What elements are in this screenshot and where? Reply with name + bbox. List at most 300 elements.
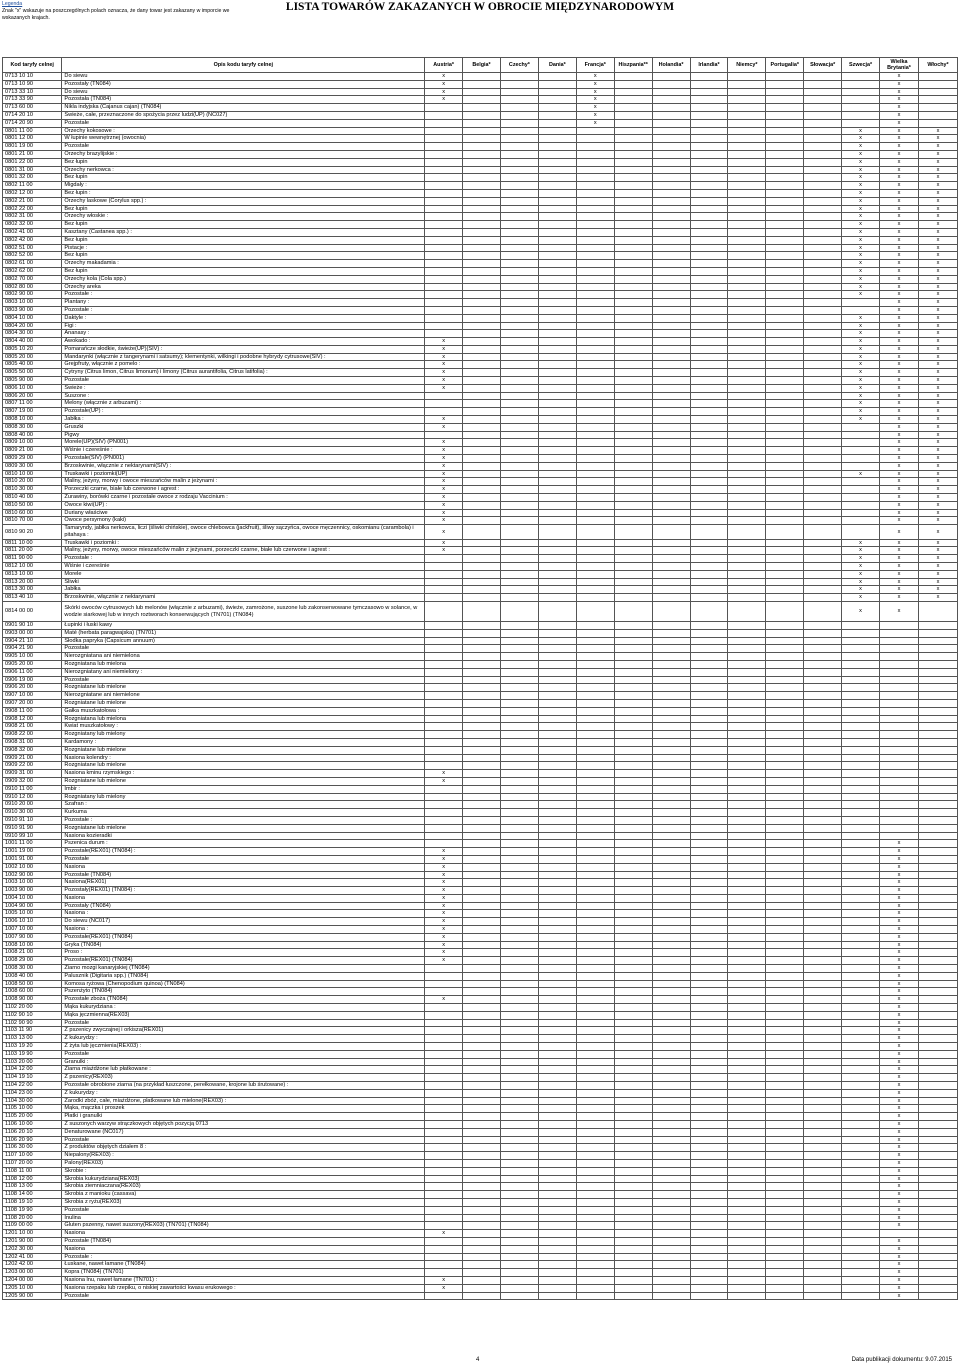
country-mark-cell: [728, 158, 766, 166]
country-mark-cell: [463, 1097, 501, 1105]
tariff-code-cell: 1005 10 00: [3, 910, 62, 918]
country-mark-cell: [728, 1058, 766, 1066]
table-row: [3, 252, 958, 260]
description-cell: Pozostały (TN084): [62, 902, 425, 910]
country-mark-cell: [500, 322, 538, 330]
country-mark-cell: [690, 486, 728, 494]
country-mark-cell: [614, 369, 652, 377]
tariff-code-cell: 1102 90 90: [3, 1019, 62, 1027]
country-mark-cell: [463, 965, 501, 973]
country-mark-cell: [614, 361, 652, 369]
country-mark-cell: [463, 384, 501, 392]
country-mark-cell: [576, 645, 614, 653]
table-row: [3, 594, 958, 602]
tariff-code-cell: 1109 00 00: [3, 1222, 62, 1230]
country-mark-cell: x: [880, 1105, 919, 1113]
country-mark-cell: [652, 314, 690, 322]
tariff-code-cell: 0801 22 00: [3, 158, 62, 166]
country-mark-cell: [690, 80, 728, 88]
country-mark-cell: [766, 517, 804, 525]
tariff-code-cell: 0906 11 00: [3, 668, 62, 676]
country-mark-cell: [728, 980, 766, 988]
country-mark-cell: [500, 1237, 538, 1245]
country-mark-cell: [728, 785, 766, 793]
tariff-code-cell: 0801 31 00: [3, 166, 62, 174]
description-cell: Rozgniatana lub mielona: [62, 715, 425, 723]
country-mark-cell: x: [918, 236, 957, 244]
country-mark-cell: [500, 777, 538, 785]
country-mark-cell: x: [842, 547, 880, 555]
country-mark-cell: [918, 1253, 957, 1261]
country-mark-cell: [728, 699, 766, 707]
country-mark-cell: [690, 1198, 728, 1206]
country-mark-cell: [463, 949, 501, 957]
country-mark-cell: x: [425, 777, 463, 785]
table-row: [3, 980, 958, 988]
description-cell: Pozostałe(UP) :: [62, 408, 425, 416]
country-mark-cell: [804, 809, 842, 817]
country-mark-cell: [538, 1253, 576, 1261]
country-mark-cell: [728, 1128, 766, 1136]
country-mark-cell: [538, 602, 576, 622]
country-mark-cell: [576, 135, 614, 143]
country-mark-cell: [425, 578, 463, 586]
country-mark-cell: x: [918, 127, 957, 135]
tariff-code-cell: 0810 70 00: [3, 517, 62, 525]
country-mark-cell: [538, 1222, 576, 1230]
country-mark-cell: x: [880, 439, 919, 447]
description-cell: Pistacje :: [62, 244, 425, 252]
country-mark-cell: [425, 793, 463, 801]
legend-title[interactable]: Legenda: [2, 1, 23, 7]
tariff-code-cell: 0910 91 10: [3, 816, 62, 824]
country-mark-cell: [690, 965, 728, 973]
country-mark-cell: [880, 629, 919, 637]
country-mark-cell: [804, 1027, 842, 1035]
table-row: [3, 182, 958, 190]
country-mark-cell: [728, 1230, 766, 1238]
country-mark-cell: [463, 1121, 501, 1129]
tariff-code-cell: 1205 10 00: [3, 1284, 62, 1292]
country-mark-cell: [842, 668, 880, 676]
country-mark-cell: [918, 1035, 957, 1043]
tariff-code-cell: 0801 32 00: [3, 174, 62, 182]
country-mark-cell: [463, 80, 501, 88]
country-mark-cell: [425, 816, 463, 824]
tariff-code-cell: 0903 00 00: [3, 629, 62, 637]
country-mark-cell: [690, 715, 728, 723]
country-mark-cell: [500, 871, 538, 879]
country-mark-cell: [918, 1097, 957, 1105]
country-mark-cell: [576, 369, 614, 377]
country-mark-cell: [538, 314, 576, 322]
country-mark-cell: [690, 754, 728, 762]
country-mark-cell: [576, 377, 614, 385]
country-mark-cell: [463, 236, 501, 244]
country-mark-cell: [538, 228, 576, 236]
table-row: [3, 887, 958, 895]
country-mark-cell: [576, 174, 614, 182]
description-cell: Skrobia ziemniaczana(REX03): [62, 1183, 425, 1191]
country-mark-cell: x: [880, 570, 919, 578]
tariff-code-cell: 0908 32 00: [3, 746, 62, 754]
country-mark-cell: [425, 1237, 463, 1245]
country-mark-cell: [576, 150, 614, 158]
tariff-code-cell: 0802 70 00: [3, 275, 62, 283]
country-mark-cell: [576, 653, 614, 661]
country-mark-cell: [728, 1167, 766, 1175]
country-mark-cell: [538, 525, 576, 539]
country-mark-cell: [463, 221, 501, 229]
country-mark-cell: x: [880, 578, 919, 586]
country-mark-cell: [728, 957, 766, 965]
table-row: [3, 1035, 958, 1043]
country-mark-cell: [652, 494, 690, 502]
country-mark-cell: [538, 80, 576, 88]
country-mark-cell: [463, 816, 501, 824]
country-mark-cell: [614, 174, 652, 182]
country-mark-cell: x: [842, 275, 880, 283]
country-mark-cell: [804, 143, 842, 151]
publication-date: Data publikacji dokumentu: 9.07.2015: [851, 1357, 952, 1363]
country-mark-cell: [728, 1082, 766, 1090]
country-mark-cell: [652, 645, 690, 653]
tariff-code-cell: 0806 10 00: [3, 384, 62, 392]
tariff-code-cell: 0802 41 00: [3, 228, 62, 236]
country-mark-cell: x: [880, 392, 919, 400]
country-mark-cell: [538, 127, 576, 135]
country-mark-cell: [766, 941, 804, 949]
country-mark-cell: [425, 1089, 463, 1097]
country-mark-cell: [425, 291, 463, 299]
country-mark-cell: [652, 668, 690, 676]
tariff-code-cell: 1008 60 00: [3, 988, 62, 996]
table-row: [3, 1214, 958, 1222]
country-mark-cell: [804, 539, 842, 547]
country-mark-cell: [576, 416, 614, 424]
country-mark-cell: [842, 299, 880, 307]
country-mark-cell: [614, 980, 652, 988]
country-mark-cell: [842, 840, 880, 848]
tariff-code-cell: 1008 21 00: [3, 949, 62, 957]
column-header: Holandia*: [652, 58, 690, 73]
country-mark-cell: [652, 715, 690, 723]
country-mark-cell: [614, 879, 652, 887]
country-mark-cell: [576, 306, 614, 314]
country-mark-cell: x: [842, 377, 880, 385]
country-mark-cell: [463, 1004, 501, 1012]
country-mark-cell: [690, 252, 728, 260]
country-mark-cell: [463, 283, 501, 291]
country-mark-cell: [538, 486, 576, 494]
table-row: [3, 1276, 958, 1284]
description-cell: Pozostałe (TN084): [62, 871, 425, 879]
country-mark-cell: [614, 1214, 652, 1222]
tariff-code-cell: 1003 10 00: [3, 879, 62, 887]
country-mark-cell: [918, 1105, 957, 1113]
table-row: [3, 1206, 958, 1214]
country-mark-cell: [500, 785, 538, 793]
column-header: Kod taryfy celnej: [3, 58, 62, 73]
country-mark-cell: [918, 887, 957, 895]
country-mark-cell: [804, 166, 842, 174]
country-mark-cell: [425, 244, 463, 252]
country-mark-cell: x: [425, 462, 463, 470]
table-row: [3, 731, 958, 739]
country-mark-cell: [766, 622, 804, 630]
country-mark-cell: [918, 949, 957, 957]
tariff-code-cell: 0801 12 00: [3, 135, 62, 143]
country-mark-cell: [728, 431, 766, 439]
country-mark-cell: [766, 715, 804, 723]
table-row: [3, 369, 958, 377]
table-row: [3, 353, 958, 361]
country-mark-cell: [842, 715, 880, 723]
table-row: [3, 213, 958, 221]
country-mark-cell: [500, 1082, 538, 1090]
description-cell: Z produktów objętych działem 8 :: [62, 1144, 425, 1152]
country-mark-cell: [538, 809, 576, 817]
country-mark-cell: [728, 509, 766, 517]
country-mark-cell: [842, 1082, 880, 1090]
country-mark-cell: [576, 863, 614, 871]
tariff-code-cell: 1108 19 90: [3, 1206, 62, 1214]
country-mark-cell: [918, 793, 957, 801]
country-mark-cell: [425, 832, 463, 840]
country-mark-cell: [500, 926, 538, 934]
country-mark-cell: [538, 1245, 576, 1253]
country-mark-cell: [652, 1245, 690, 1253]
country-mark-cell: [766, 462, 804, 470]
country-mark-cell: [728, 1222, 766, 1230]
description-cell: Skórki owoców cytrusowych lub melonów (włącznie z arbuzami), świeże, zamrożone, suszone lub zakonserwowane tymczasowo w solance, w wodzie siarkowej lub w innych roztworach konserwujących (TN701) (TN084): [62, 602, 425, 622]
country-mark-cell: [652, 996, 690, 1004]
country-mark-cell: [728, 754, 766, 762]
tariff-code-cell: 0909 22 00: [3, 762, 62, 770]
tariff-code-cell: 1103 20 00: [3, 1058, 62, 1066]
country-mark-cell: [652, 400, 690, 408]
country-mark-cell: [690, 509, 728, 517]
country-mark-cell: [766, 563, 804, 571]
country-mark-cell: [804, 629, 842, 637]
country-mark-cell: x: [880, 1269, 919, 1277]
country-mark-cell: [804, 1113, 842, 1121]
tariff-code-cell: 0810 90 20: [3, 525, 62, 539]
country-mark-cell: [576, 1284, 614, 1292]
country-mark-cell: [500, 563, 538, 571]
country-mark-cell: [690, 182, 728, 190]
country-mark-cell: [804, 423, 842, 431]
country-mark-cell: [614, 221, 652, 229]
country-mark-cell: x: [842, 470, 880, 478]
country-mark-cell: [463, 470, 501, 478]
country-mark-cell: [652, 1253, 690, 1261]
description-cell: Pozostałe: [62, 143, 425, 151]
country-mark-cell: [425, 236, 463, 244]
country-mark-cell: [918, 676, 957, 684]
country-mark-cell: [500, 88, 538, 96]
country-mark-cell: x: [880, 423, 919, 431]
country-mark-cell: [728, 213, 766, 221]
country-mark-cell: [842, 988, 880, 996]
country-mark-cell: [463, 879, 501, 887]
country-mark-cell: [804, 182, 842, 190]
country-mark-cell: [614, 707, 652, 715]
country-mark-cell: [804, 801, 842, 809]
country-mark-cell: [728, 902, 766, 910]
country-mark-cell: [842, 1097, 880, 1105]
country-mark-cell: [766, 88, 804, 96]
country-mark-cell: [728, 793, 766, 801]
country-mark-cell: [690, 1191, 728, 1199]
country-mark-cell: [500, 555, 538, 563]
country-mark-cell: [804, 88, 842, 96]
country-mark-cell: [766, 918, 804, 926]
country-mark-cell: x: [918, 299, 957, 307]
column-header: Hiszpania**: [614, 58, 652, 73]
country-mark-cell: [463, 494, 501, 502]
country-mark-cell: [728, 338, 766, 346]
country-mark-cell: [690, 918, 728, 926]
description-cell: Gryka (TN084): [62, 941, 425, 949]
country-mark-cell: [614, 96, 652, 104]
country-mark-cell: x: [880, 965, 919, 973]
country-mark-cell: [576, 692, 614, 700]
country-mark-cell: [728, 824, 766, 832]
country-mark-cell: [842, 1159, 880, 1167]
country-mark-cell: [766, 777, 804, 785]
country-mark-cell: x: [918, 228, 957, 236]
description-cell: Pozostałe: [62, 1050, 425, 1058]
country-mark-cell: [842, 88, 880, 96]
country-mark-cell: [425, 104, 463, 112]
table-row: [3, 637, 958, 645]
tariff-code-cell: 0713 10 10: [3, 73, 62, 81]
description-cell: Do siewu: [62, 73, 425, 81]
country-mark-cell: [614, 871, 652, 879]
country-mark-cell: [614, 1206, 652, 1214]
country-mark-cell: [652, 809, 690, 817]
country-mark-cell: [425, 824, 463, 832]
country-mark-cell: [804, 205, 842, 213]
tariff-code-cell: 1008 29 00: [3, 957, 62, 965]
country-mark-cell: [500, 602, 538, 622]
country-mark-cell: [842, 80, 880, 88]
country-mark-cell: [690, 731, 728, 739]
country-mark-cell: x: [880, 933, 919, 941]
country-mark-cell: [614, 957, 652, 965]
country-mark-cell: [538, 400, 576, 408]
country-mark-cell: [690, 871, 728, 879]
country-mark-cell: [766, 988, 804, 996]
country-mark-cell: [652, 910, 690, 918]
country-mark-cell: [463, 1089, 501, 1097]
description-cell: Niepalony(REX03) :: [62, 1152, 425, 1160]
country-mark-cell: [766, 345, 804, 353]
country-mark-cell: [842, 824, 880, 832]
country-mark-cell: [538, 777, 576, 785]
country-mark-cell: [690, 594, 728, 602]
country-mark-cell: [538, 894, 576, 902]
country-mark-cell: [538, 918, 576, 926]
table-row: [3, 174, 958, 182]
tariff-code-cell: 0910 30 00: [3, 809, 62, 817]
country-mark-cell: [425, 1136, 463, 1144]
country-mark-cell: [804, 1175, 842, 1183]
country-mark-cell: [538, 1121, 576, 1129]
country-mark-cell: [918, 762, 957, 770]
description-cell: Pozostałe(SIV) (PN001): [62, 455, 425, 463]
country-mark-cell: [804, 879, 842, 887]
country-mark-cell: [652, 707, 690, 715]
country-mark-cell: [690, 855, 728, 863]
country-mark-cell: [766, 1167, 804, 1175]
country-mark-cell: [728, 189, 766, 197]
country-mark-cell: [804, 150, 842, 158]
country-mark-cell: [576, 1035, 614, 1043]
country-mark-cell: [804, 1019, 842, 1027]
table-row: [3, 972, 958, 980]
table-row: [3, 777, 958, 785]
country-mark-cell: [614, 676, 652, 684]
country-mark-cell: [500, 676, 538, 684]
country-mark-cell: [463, 369, 501, 377]
country-mark-cell: [728, 486, 766, 494]
tariff-code-cell: 1201 90 00: [3, 1237, 62, 1245]
country-mark-cell: [728, 578, 766, 586]
country-mark-cell: x: [918, 197, 957, 205]
country-mark-cell: [652, 369, 690, 377]
country-mark-cell: x: [880, 174, 919, 182]
country-mark-cell: [463, 586, 501, 594]
description-cell: Łuskane, nawet łamane (TN084): [62, 1261, 425, 1269]
country-mark-cell: [463, 1191, 501, 1199]
country-mark-cell: [652, 361, 690, 369]
country-mark-cell: [804, 1159, 842, 1167]
country-mark-cell: [576, 563, 614, 571]
country-mark-cell: [842, 73, 880, 81]
country-mark-cell: [652, 73, 690, 81]
country-mark-cell: [918, 1027, 957, 1035]
country-mark-cell: [728, 1035, 766, 1043]
country-mark-cell: [538, 1159, 576, 1167]
country-mark-cell: [463, 684, 501, 692]
country-mark-cell: [728, 1159, 766, 1167]
country-mark-cell: [842, 517, 880, 525]
country-mark-cell: x: [842, 291, 880, 299]
country-mark-cell: [425, 197, 463, 205]
country-mark-cell: [425, 676, 463, 684]
country-mark-cell: [538, 1136, 576, 1144]
country-mark-cell: [652, 1011, 690, 1019]
country-mark-cell: [842, 848, 880, 856]
table-row: [3, 486, 958, 494]
country-mark-cell: [576, 1058, 614, 1066]
country-mark-cell: [538, 1004, 576, 1012]
country-mark-cell: [804, 455, 842, 463]
country-mark-cell: [766, 189, 804, 197]
country-mark-cell: [500, 345, 538, 353]
country-mark-cell: [576, 594, 614, 602]
country-mark-cell: [766, 478, 804, 486]
country-mark-cell: [728, 447, 766, 455]
country-mark-cell: [425, 629, 463, 637]
country-mark-cell: [804, 384, 842, 392]
tariff-code-cell: 0810 60 00: [3, 509, 62, 517]
tariff-code-cell: 0809 21 00: [3, 447, 62, 455]
country-mark-cell: x: [918, 455, 957, 463]
country-mark-cell: [728, 1245, 766, 1253]
